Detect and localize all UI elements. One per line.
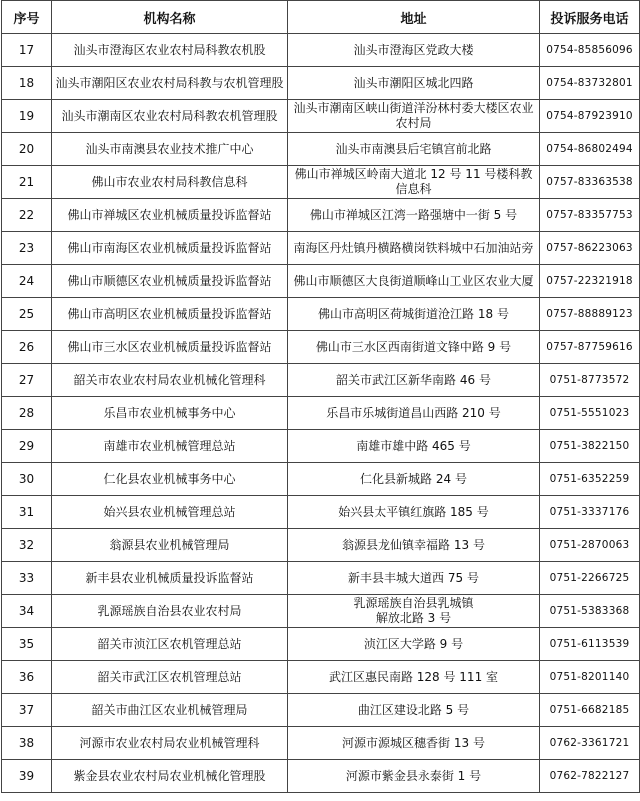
table-row bbox=[2, 265, 640, 298]
header-org: 机构名称 bbox=[52, 1, 288, 34]
row-org: 紫金县农业农村局农业机械化管理股 bbox=[52, 760, 288, 793]
row-phone: 0751-2266725 bbox=[540, 562, 640, 595]
row-addr: 浈江区大学路 9 号 bbox=[288, 628, 540, 661]
table-row bbox=[2, 298, 640, 331]
table-row bbox=[2, 661, 640, 694]
row-phone: 0751-6682185 bbox=[540, 694, 640, 727]
row-org: 汕头市潮南区农业农村局科教农机管理股 bbox=[52, 100, 288, 133]
row-phone: 0757-88889123 bbox=[540, 298, 640, 331]
row-seq: 34 bbox=[2, 595, 52, 628]
row-addr: 汕头市南澳县后宅镇宫前北路 bbox=[288, 133, 540, 166]
row-addr: 佛山市禅城区岭南大道北 12 号 11 号楼科教信息科 bbox=[288, 166, 540, 199]
row-addr: 汕头市潮阳区城北四路 bbox=[288, 67, 540, 100]
table-row bbox=[2, 562, 640, 595]
row-org: 韶关市武江区农机管理总站 bbox=[52, 661, 288, 694]
row-phone: 0751-6113539 bbox=[540, 628, 640, 661]
row-addr: 佛山市三水区西南街道文锋中路 9 号 bbox=[288, 331, 540, 364]
complaint-service-table bbox=[1, 0, 640, 793]
row-phone: 0757-86223063 bbox=[540, 232, 640, 265]
row-seq: 32 bbox=[2, 529, 52, 562]
row-phone: 0754-83732801 bbox=[540, 67, 640, 100]
row-addr: 南海区丹灶镇丹横路横岗铁料城中石加油站旁 bbox=[288, 232, 540, 265]
table-row bbox=[2, 133, 640, 166]
row-phone: 0751-8201140 bbox=[540, 661, 640, 694]
row-phone: 0751-3337176 bbox=[540, 496, 640, 529]
row-org: 汕头市南澳县农业技术推广中心 bbox=[52, 133, 288, 166]
row-phone: 0757-22321918 bbox=[540, 265, 640, 298]
row-org: 佛山市顺德区农业机械质量投诉监督站 bbox=[52, 265, 288, 298]
row-addr: 佛山市顺德区大良街道顺峰山工业区农业大厦 bbox=[288, 265, 540, 298]
row-seq: 20 bbox=[2, 133, 52, 166]
header-seq: 序号 bbox=[2, 1, 52, 34]
row-addr: 汕头市澄海区党政大楼 bbox=[288, 34, 540, 67]
row-seq: 25 bbox=[2, 298, 52, 331]
row-seq: 29 bbox=[2, 430, 52, 463]
row-addr: 河源市源城区穗香街 13 号 bbox=[288, 727, 540, 760]
table-row bbox=[2, 100, 640, 133]
row-org: 河源市农业农村局农业机械管理科 bbox=[52, 727, 288, 760]
row-org: 新丰县农业机械质量投诉监督站 bbox=[52, 562, 288, 595]
row-addr: 韶关市武江区新华南路 46 号 bbox=[288, 364, 540, 397]
row-addr: 翁源县龙仙镇幸福路 13 号 bbox=[288, 529, 540, 562]
row-phone: 0757-83363538 bbox=[540, 166, 640, 199]
row-addr: 乐昌市乐城街道昌山西路 210 号 bbox=[288, 397, 540, 430]
table-row bbox=[2, 727, 640, 760]
row-seq: 23 bbox=[2, 232, 52, 265]
row-org: 佛山市禅城区农业机械质量投诉监督站 bbox=[52, 199, 288, 232]
row-org: 佛山市南海区农业机械质量投诉监督站 bbox=[52, 232, 288, 265]
row-phone: 0751-5383368 bbox=[540, 595, 640, 628]
row-org: 韶关市曲江区农业机械管理局 bbox=[52, 694, 288, 727]
row-seq: 33 bbox=[2, 562, 52, 595]
row-seq: 21 bbox=[2, 166, 52, 199]
header-row bbox=[2, 1, 640, 34]
row-org: 佛山市高明区农业机械质量投诉监督站 bbox=[52, 298, 288, 331]
table-row bbox=[2, 628, 640, 661]
table-row bbox=[2, 232, 640, 265]
row-phone: 0757-87759616 bbox=[540, 331, 640, 364]
row-org: 翁源县农业机械管理局 bbox=[52, 529, 288, 562]
row-seq: 36 bbox=[2, 661, 52, 694]
row-seq: 24 bbox=[2, 265, 52, 298]
row-phone: 0762-7822127 bbox=[540, 760, 640, 793]
table-row bbox=[2, 331, 640, 364]
row-addr: 仁化县新城路 24 号 bbox=[288, 463, 540, 496]
row-org: 仁化县农业机械事务中心 bbox=[52, 463, 288, 496]
row-addr: 始兴县太平镇红旗路 185 号 bbox=[288, 496, 540, 529]
row-seq: 26 bbox=[2, 331, 52, 364]
row-org: 始兴县农业机械管理总站 bbox=[52, 496, 288, 529]
table-row bbox=[2, 694, 640, 727]
row-org: 汕头市澄海区农业农村局科教农机股 bbox=[52, 34, 288, 67]
row-org: 乐昌市农业机械事务中心 bbox=[52, 397, 288, 430]
row-addr: 佛山市高明区荷城街道沧江路 18 号 bbox=[288, 298, 540, 331]
row-seq: 30 bbox=[2, 463, 52, 496]
row-seq: 17 bbox=[2, 34, 52, 67]
row-phone: 0757-83357753 bbox=[540, 199, 640, 232]
table-row bbox=[2, 496, 640, 529]
table-row bbox=[2, 463, 640, 496]
row-addr: 乳源瑶族自治县乳城镇 解放北路 3 号 bbox=[288, 595, 540, 628]
row-addr: 武江区惠民南路 128 号 111 室 bbox=[288, 661, 540, 694]
row-org: 韶关市农业农村局农业机械化管理科 bbox=[52, 364, 288, 397]
row-phone: 0754-85856096 bbox=[540, 34, 640, 67]
table-row bbox=[2, 166, 640, 199]
row-org: 佛山市农业农村局科教信息科 bbox=[52, 166, 288, 199]
table-row bbox=[2, 34, 640, 67]
row-seq: 37 bbox=[2, 694, 52, 727]
row-seq: 27 bbox=[2, 364, 52, 397]
header-phone: 投诉服务电话 bbox=[540, 1, 640, 34]
row-phone: 0751-5551023 bbox=[540, 397, 640, 430]
row-phone: 0751-8773572 bbox=[540, 364, 640, 397]
row-addr: 佛山市禅城区江湾一路强塘中一街 5 号 bbox=[288, 199, 540, 232]
row-phone: 0754-86802494 bbox=[540, 133, 640, 166]
row-seq: 18 bbox=[2, 67, 52, 100]
row-org: 汕头市潮阳区农业农村局科教与农机管理股 bbox=[52, 67, 288, 100]
row-phone: 0751-3822150 bbox=[540, 430, 640, 463]
row-org: 佛山市三水区农业机械质量投诉监督站 bbox=[52, 331, 288, 364]
row-addr: 曲江区建设北路 5 号 bbox=[288, 694, 540, 727]
row-addr: 河源市紫金县永泰街 1 号 bbox=[288, 760, 540, 793]
row-org: 南雄市农业机械管理总站 bbox=[52, 430, 288, 463]
row-phone: 0751-2870063 bbox=[540, 529, 640, 562]
row-seq: 22 bbox=[2, 199, 52, 232]
row-addr: 南雄市雄中路 465 号 bbox=[288, 430, 540, 463]
row-org: 韶关市浈江区农机管理总站 bbox=[52, 628, 288, 661]
row-seq: 39 bbox=[2, 760, 52, 793]
row-addr: 汕头市潮南区峡山街道洋汾林村委大楼区农业农村局 bbox=[288, 100, 540, 133]
row-seq: 19 bbox=[2, 100, 52, 133]
table-row bbox=[2, 364, 640, 397]
header-addr: 地址 bbox=[288, 1, 540, 34]
row-seq: 35 bbox=[2, 628, 52, 661]
table-row bbox=[2, 397, 640, 430]
row-phone: 0762-3361721 bbox=[540, 727, 640, 760]
row-addr: 新丰县丰城大道西 75 号 bbox=[288, 562, 540, 595]
table-row bbox=[2, 430, 640, 463]
row-seq: 38 bbox=[2, 727, 52, 760]
row-seq: 28 bbox=[2, 397, 52, 430]
row-org: 乳源瑶族自治县农业农村局 bbox=[52, 595, 288, 628]
table-row bbox=[2, 760, 640, 793]
row-phone: 0754-87923910 bbox=[540, 100, 640, 133]
table-row bbox=[2, 67, 640, 100]
row-phone: 0751-6352259 bbox=[540, 463, 640, 496]
table-row bbox=[2, 529, 640, 562]
table-row bbox=[2, 199, 640, 232]
row-seq: 31 bbox=[2, 496, 52, 529]
table-row bbox=[2, 595, 640, 628]
